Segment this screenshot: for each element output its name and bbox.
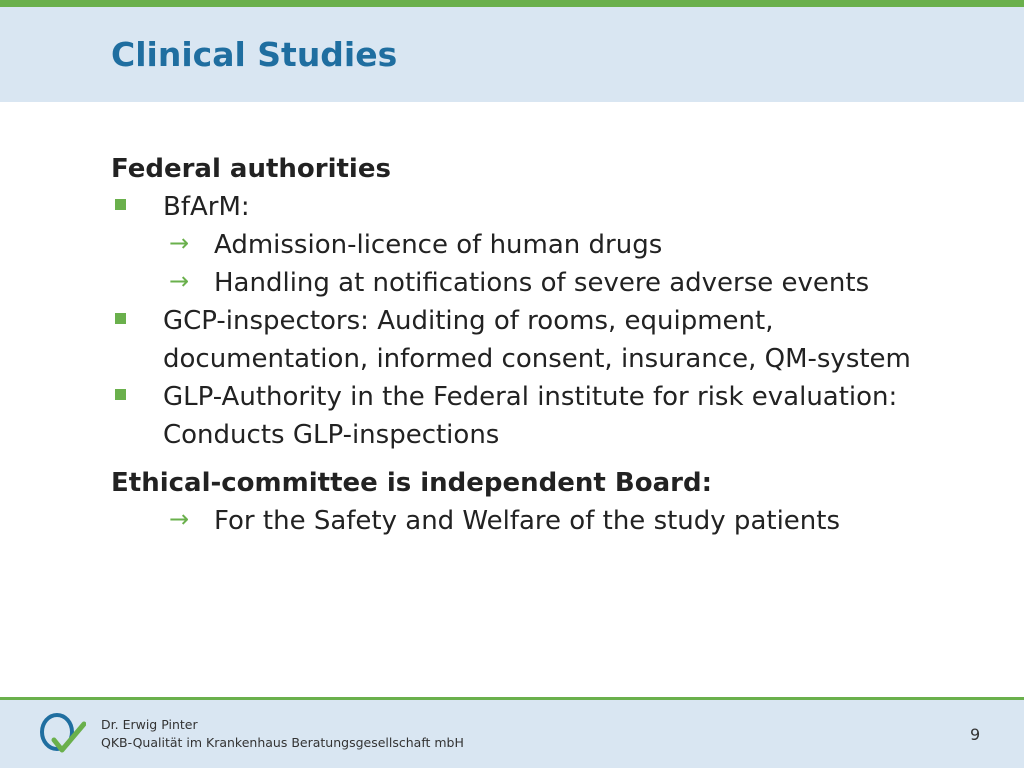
arrow-right-icon: → xyxy=(169,267,190,295)
section-heading-ethical: Ethical-committee is independent Board: xyxy=(111,468,712,498)
arrow-right-icon: → xyxy=(169,229,190,257)
bullet-text-line2: documentation, informed consent, insurance, QM-system xyxy=(163,344,911,374)
square-bullet-icon xyxy=(115,313,126,324)
sub-item-text: For the Safety and Welfare of the study patients xyxy=(214,506,841,536)
author-name: Dr. Erwig Pinter xyxy=(101,717,198,732)
bullet-item-bfarm xyxy=(111,188,991,226)
arrow-right-icon: → xyxy=(169,505,190,533)
sub-item-safety xyxy=(111,502,991,540)
company-name: QKB-Qualität im Krankenhaus Beratungsgesellschaft mbH xyxy=(101,735,464,750)
top-accent-bar xyxy=(0,0,1024,7)
q-checkmark-logo-icon xyxy=(38,712,86,756)
slide-title: Clinical Studies xyxy=(111,35,398,74)
bullet-item-glp xyxy=(111,378,991,454)
square-bullet-icon xyxy=(115,389,126,400)
square-bullet-icon xyxy=(115,199,126,210)
slide-content xyxy=(111,150,991,540)
sub-item-text: Admission-licence of human drugs xyxy=(214,230,663,260)
sub-item-admission xyxy=(111,226,991,264)
bullet-text-line1: GLP-Authority in the Federal institute for risk evaluation: xyxy=(163,382,898,412)
bullet-text-line2: Conducts GLP-inspections xyxy=(163,420,500,450)
page-number: 9 xyxy=(970,725,981,744)
section-heading-federal: Federal authorities xyxy=(111,154,391,184)
bullet-item-gcp xyxy=(111,302,991,378)
footer-author-block xyxy=(101,716,464,752)
sub-item-handling xyxy=(111,264,991,302)
bullet-text: BfArM: xyxy=(163,192,250,222)
sub-item-text: Handling at notifications of severe adverse events xyxy=(214,268,870,298)
bullet-text-line1: GCP-inspectors: Auditing of rooms, equipment, xyxy=(163,306,774,336)
